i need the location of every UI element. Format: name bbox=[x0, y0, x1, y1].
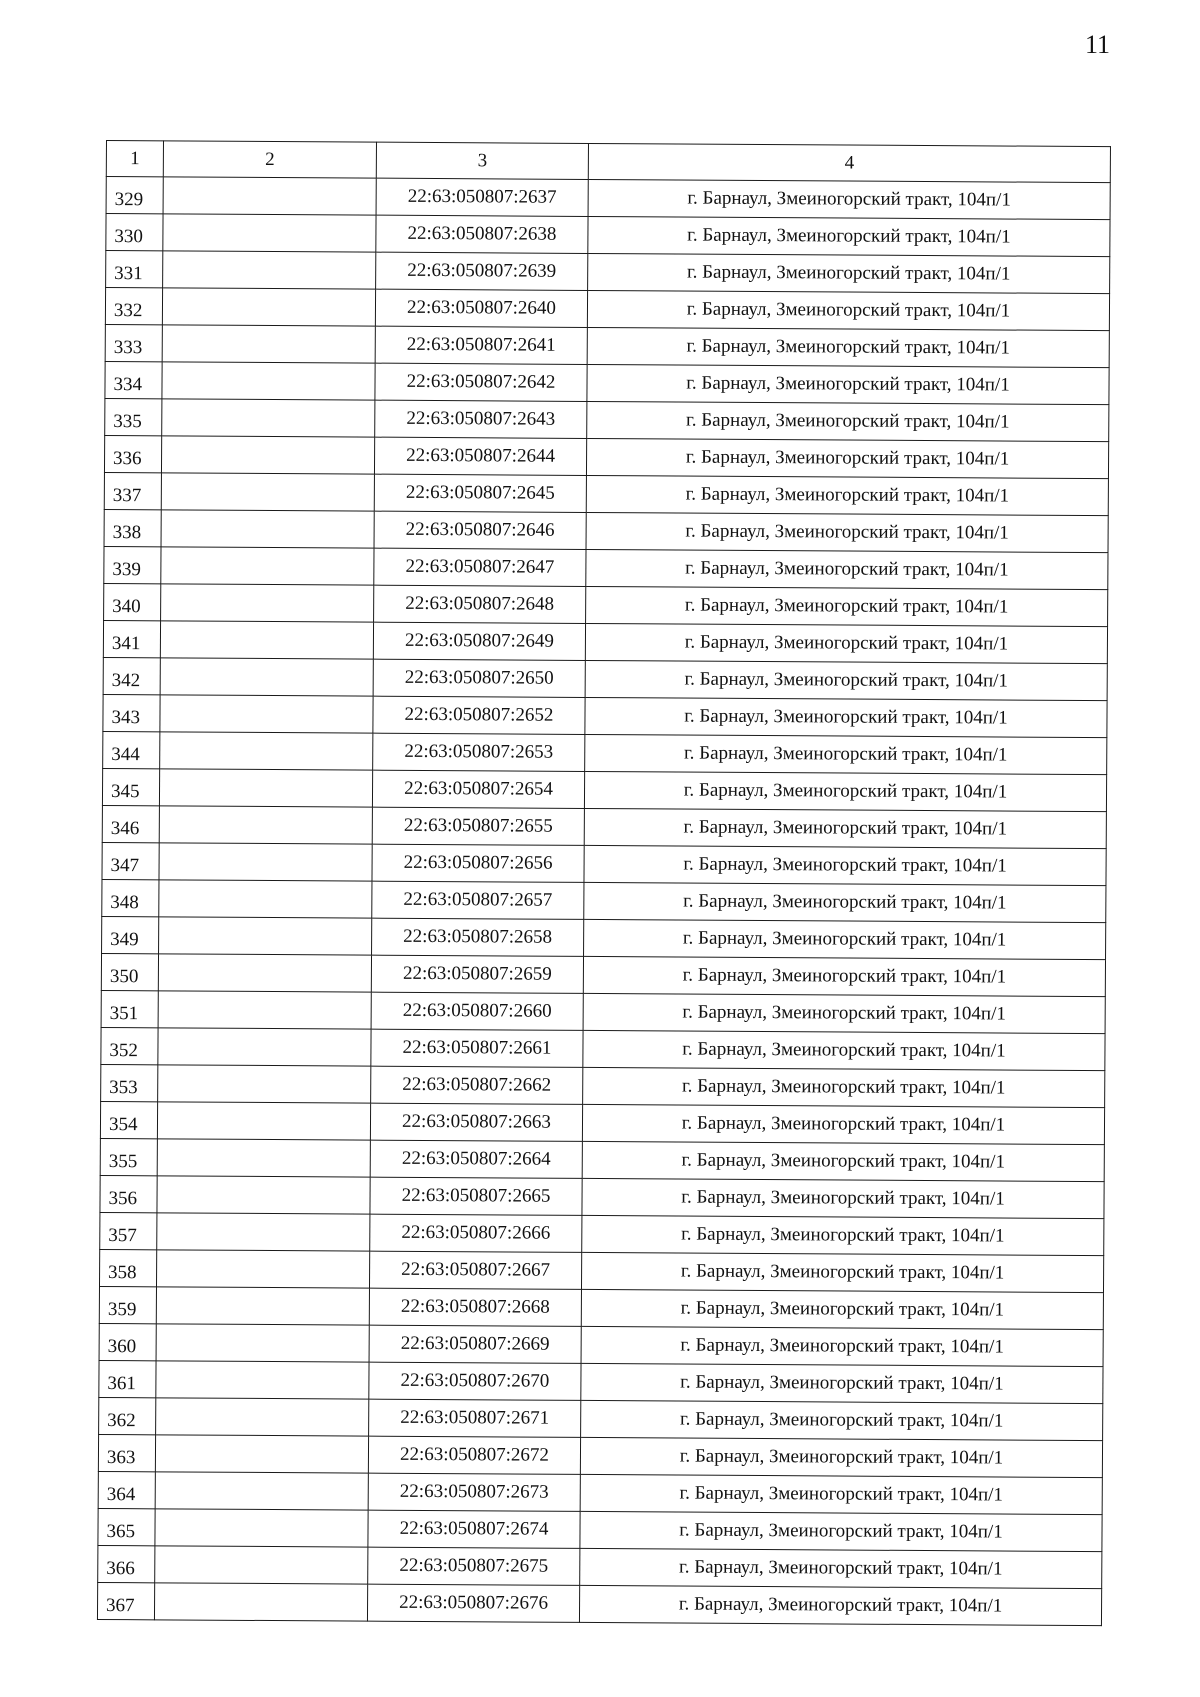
page-number: 11 bbox=[1084, 30, 1110, 59]
row-col2-cell bbox=[157, 1176, 370, 1214]
table-row bbox=[100, 1175, 1104, 1218]
row-number-cell: 364 bbox=[98, 1471, 155, 1508]
row-col2-cell bbox=[159, 917, 372, 955]
row-col2-cell bbox=[160, 732, 373, 770]
row-number-cell: 347 bbox=[102, 842, 159, 879]
row-col2-cell bbox=[155, 1509, 368, 1547]
table-header-row bbox=[106, 141, 1110, 183]
row-col2-cell bbox=[161, 547, 374, 585]
row-number-cell: 332 bbox=[105, 288, 162, 325]
row-number-cell: 344 bbox=[103, 731, 160, 768]
row-number-cell: 358 bbox=[99, 1249, 156, 1286]
row-number-cell: 346 bbox=[102, 805, 159, 842]
row-number-cell: 352 bbox=[101, 1027, 158, 1064]
table-row bbox=[98, 1434, 1102, 1477]
table-row bbox=[100, 1212, 1104, 1255]
cadastral-number-cell: 22:63:050807:2659 bbox=[371, 955, 583, 993]
table-row bbox=[106, 251, 1110, 294]
row-number-cell: 329 bbox=[106, 177, 163, 214]
row-col2-cell bbox=[159, 769, 372, 807]
address-cell: г. Барнаул, Змеиногорский тракт, 104п/1 bbox=[588, 179, 1110, 219]
header-col-2: 2 bbox=[163, 141, 376, 178]
cadastral-number-cell: 22:63:050807:2675 bbox=[368, 1547, 580, 1585]
table-row bbox=[99, 1249, 1103, 1292]
table-row bbox=[98, 1508, 1102, 1551]
address-cell: г. Барнаул, Змеиногорский тракт, 104п/1 bbox=[583, 993, 1105, 1033]
cadastral-number-cell: 22:63:050807:2661 bbox=[371, 1029, 583, 1067]
table-row bbox=[102, 805, 1106, 848]
address-cell: г. Барнаул, Змеиногорский тракт, 104п/1 bbox=[584, 882, 1106, 922]
table-row bbox=[105, 324, 1109, 367]
table-row bbox=[104, 546, 1108, 589]
row-number-cell: 342 bbox=[103, 657, 160, 694]
row-number-cell: 363 bbox=[98, 1434, 155, 1471]
row-col2-cell bbox=[160, 695, 373, 733]
address-cell: г. Барнаул, Змеиногорский тракт, 104п/1 bbox=[582, 1141, 1104, 1181]
row-number-cell: 362 bbox=[99, 1397, 156, 1434]
cadastral-number-cell: 22:63:050807:2642 bbox=[375, 363, 587, 401]
header-col-1: 1 bbox=[106, 141, 163, 177]
row-number-cell: 340 bbox=[104, 583, 161, 620]
cadastral-number-cell: 22:63:050807:2658 bbox=[372, 918, 584, 956]
table-row bbox=[102, 842, 1106, 885]
row-col2-cell bbox=[156, 1250, 369, 1288]
cadastral-number-cell: 22:63:050807:2668 bbox=[369, 1288, 581, 1326]
cadastral-number-cell: 22:63:050807:2641 bbox=[375, 326, 587, 364]
table-row bbox=[106, 214, 1110, 257]
row-col2-cell bbox=[163, 251, 376, 289]
row-number-cell: 355 bbox=[100, 1138, 157, 1175]
address-cell: г. Барнаул, Змеиногорский тракт, 104п/1 bbox=[584, 845, 1106, 885]
cadastral-number-cell: 22:63:050807:2646 bbox=[374, 511, 586, 549]
cadastral-number-cell: 22:63:050807:2656 bbox=[372, 844, 584, 882]
table-row bbox=[103, 731, 1107, 774]
row-col2-cell bbox=[162, 288, 375, 326]
address-cell: г. Барнаул, Змеиногорский тракт, 104п/1 bbox=[585, 623, 1107, 663]
cadastral-number-cell: 22:63:050807:2638 bbox=[376, 215, 588, 253]
cadastral-number-cell: 22:63:050807:2647 bbox=[374, 548, 586, 586]
address-cell: г. Барнаул, Змеиногорский тракт, 104п/1 bbox=[586, 438, 1108, 478]
address-cell: г. Барнаул, Змеиногорский тракт, 104п/1 bbox=[581, 1400, 1103, 1440]
cadastral-number-cell: 22:63:050807:2665 bbox=[370, 1177, 582, 1215]
table-row bbox=[102, 768, 1106, 811]
address-cell: г. Барнаул, Змеиногорский тракт, 104п/1 bbox=[585, 660, 1107, 700]
address-cell: г. Барнаул, Змеиногорский тракт, 104п/1 bbox=[581, 1326, 1103, 1366]
table-row bbox=[101, 1027, 1105, 1070]
table-row bbox=[104, 435, 1108, 478]
row-number-cell: 343 bbox=[103, 694, 160, 731]
cadastral-number-cell: 22:63:050807:2674 bbox=[368, 1510, 580, 1548]
row-col2-cell bbox=[161, 584, 374, 622]
row-col2-cell bbox=[156, 1398, 369, 1436]
table-row bbox=[98, 1471, 1102, 1514]
cadastral-number-cell: 22:63:050807:2673 bbox=[368, 1473, 580, 1511]
row-number-cell: 366 bbox=[98, 1545, 155, 1582]
row-col2-cell bbox=[162, 325, 375, 363]
row-col2-cell bbox=[160, 658, 373, 696]
row-number-cell: 337 bbox=[104, 472, 161, 509]
cadastral-number-cell: 22:63:050807:2663 bbox=[370, 1103, 582, 1141]
cadastral-number-cell: 22:63:050807:2644 bbox=[374, 437, 586, 475]
cadastral-number-cell: 22:63:050807:2672 bbox=[368, 1436, 580, 1474]
table-row bbox=[97, 1582, 1101, 1625]
cadastral-number-cell: 22:63:050807:2640 bbox=[375, 289, 587, 327]
row-col2-cell bbox=[155, 1435, 368, 1473]
row-col2-cell bbox=[154, 1583, 367, 1621]
address-cell: г. Барнаул, Змеиногорский тракт, 104п/1 bbox=[586, 586, 1108, 626]
row-col2-cell bbox=[161, 473, 374, 511]
row-col2-cell bbox=[156, 1324, 369, 1362]
cadastral-number-cell: 22:63:050807:2645 bbox=[374, 474, 586, 512]
cadastral-number-cell: 22:63:050807:2654 bbox=[372, 770, 584, 808]
row-col2-cell bbox=[163, 177, 376, 215]
row-col2-cell bbox=[157, 1102, 370, 1140]
row-col2-cell bbox=[158, 1028, 371, 1066]
row-number-cell: 331 bbox=[106, 251, 163, 288]
table-row bbox=[103, 620, 1107, 663]
row-col2-cell bbox=[158, 991, 371, 1029]
row-col2-cell bbox=[161, 510, 374, 548]
table-row bbox=[101, 990, 1105, 1033]
table-row bbox=[99, 1360, 1103, 1403]
row-number-cell: 330 bbox=[106, 214, 163, 251]
row-number-cell: 361 bbox=[99, 1360, 156, 1397]
cadastral-number-cell: 22:63:050807:2666 bbox=[370, 1214, 582, 1252]
row-number-cell: 349 bbox=[102, 916, 159, 953]
address-cell: г. Барнаул, Змеиногорский тракт, 104п/1 bbox=[584, 808, 1106, 848]
address-cell: г. Барнаул, Змеиногорский тракт, 104п/1 bbox=[587, 327, 1109, 367]
address-cell: г. Барнаул, Змеиногорский тракт, 104п/1 bbox=[581, 1252, 1103, 1292]
address-cell: г. Барнаул, Змеиногорский тракт, 104п/1 bbox=[583, 956, 1105, 996]
cadastral-number-cell: 22:63:050807:2667 bbox=[369, 1251, 581, 1289]
row-col2-cell bbox=[159, 843, 372, 881]
table-row bbox=[100, 1138, 1104, 1181]
address-cell: г. Барнаул, Змеиногорский тракт, 104п/1 bbox=[580, 1437, 1102, 1477]
row-number-cell: 348 bbox=[102, 879, 159, 916]
address-cell: г. Барнаул, Змеиногорский тракт, 104п/1 bbox=[582, 1178, 1104, 1218]
row-number-cell: 345 bbox=[102, 768, 159, 805]
table-row bbox=[101, 953, 1105, 996]
address-cell: г. Барнаул, Змеиногорский тракт, 104п/1 bbox=[583, 1030, 1105, 1070]
address-cell: г. Барнаул, Змеиногорский тракт, 104п/1 bbox=[584, 771, 1106, 811]
address-cell: г. Барнаул, Змеиногорский тракт, 104п/1 bbox=[587, 290, 1109, 330]
row-number-cell: 338 bbox=[104, 509, 161, 546]
row-number-cell: 336 bbox=[104, 435, 161, 472]
address-cell: г. Барнаул, Змеиногорский тракт, 104п/1 bbox=[586, 512, 1108, 552]
row-col2-cell bbox=[156, 1287, 369, 1325]
row-number-cell: 351 bbox=[101, 990, 158, 1027]
row-col2-cell bbox=[155, 1546, 368, 1584]
cadastral-number-cell: 22:63:050807:2657 bbox=[372, 881, 584, 919]
address-cell: г. Барнаул, Змеиногорский тракт, 104п/1 bbox=[584, 919, 1106, 959]
cadastral-number-cell: 22:63:050807:2655 bbox=[372, 807, 584, 845]
row-number-cell: 354 bbox=[100, 1101, 157, 1138]
address-cell: г. Барнаул, Змеиногорский тракт, 104п/1 bbox=[586, 475, 1108, 515]
cadastral-number-cell: 22:63:050807:2670 bbox=[369, 1362, 581, 1400]
row-number-cell: 350 bbox=[101, 953, 158, 990]
table-row bbox=[99, 1286, 1103, 1329]
row-col2-cell bbox=[160, 621, 373, 659]
table-row bbox=[103, 694, 1107, 737]
cadastral-number-cell: 22:63:050807:2653 bbox=[373, 733, 585, 771]
address-cell: г. Барнаул, Змеиногорский тракт, 104п/1 bbox=[588, 253, 1110, 293]
row-col2-cell bbox=[161, 436, 374, 474]
row-number-cell: 334 bbox=[105, 361, 162, 398]
table-row bbox=[101, 1064, 1105, 1107]
row-col2-cell bbox=[156, 1361, 369, 1399]
row-col2-cell bbox=[157, 1139, 370, 1177]
address-cell: г. Барнаул, Змеиногорский тракт, 104п/1 bbox=[579, 1585, 1101, 1625]
row-number-cell: 367 bbox=[97, 1582, 154, 1619]
table-row bbox=[102, 879, 1106, 922]
land-plots-table bbox=[97, 140, 1111, 1626]
row-col2-cell bbox=[157, 1213, 370, 1251]
address-cell: г. Барнаул, Змеиногорский тракт, 104п/1 bbox=[583, 1067, 1105, 1107]
address-cell: г. Барнаул, Змеиногорский тракт, 104п/1 bbox=[580, 1548, 1102, 1588]
cadastral-number-cell: 22:63:050807:2676 bbox=[367, 1584, 579, 1622]
row-col2-cell bbox=[155, 1472, 368, 1510]
address-cell: г. Барнаул, Змеиногорский тракт, 104п/1 bbox=[582, 1104, 1104, 1144]
address-cell: г. Барнаул, Змеиногорский тракт, 104п/1 bbox=[582, 1215, 1104, 1255]
table-row bbox=[100, 1101, 1104, 1144]
cadastral-number-cell: 22:63:050807:2652 bbox=[373, 696, 585, 734]
header-col-4: 4 bbox=[588, 143, 1110, 182]
cadastral-number-cell: 22:63:050807:2662 bbox=[371, 1066, 583, 1104]
address-cell: г. Барнаул, Змеиногорский тракт, 104п/1 bbox=[581, 1289, 1103, 1329]
table-row bbox=[99, 1323, 1103, 1366]
row-col2-cell bbox=[162, 362, 375, 400]
table-row bbox=[98, 1545, 1102, 1588]
row-col2-cell bbox=[163, 214, 376, 252]
table-row bbox=[103, 657, 1107, 700]
cadastral-number-cell: 22:63:050807:2664 bbox=[370, 1140, 582, 1178]
table-row bbox=[105, 361, 1109, 404]
address-cell: г. Барнаул, Змеиногорский тракт, 104п/1 bbox=[585, 697, 1107, 737]
table-row bbox=[104, 472, 1108, 515]
row-number-cell: 360 bbox=[99, 1323, 156, 1360]
row-col2-cell bbox=[159, 806, 372, 844]
table-row bbox=[102, 916, 1106, 959]
cadastral-number-cell: 22:63:050807:2643 bbox=[375, 400, 587, 438]
row-col2-cell bbox=[158, 1065, 371, 1103]
address-cell: г. Барнаул, Змеиногорский тракт, 104п/1 bbox=[586, 549, 1108, 589]
cadastral-number-cell: 22:63:050807:2649 bbox=[373, 622, 585, 660]
row-number-cell: 356 bbox=[100, 1175, 157, 1212]
table-row bbox=[104, 583, 1108, 626]
row-col2-cell bbox=[159, 880, 372, 918]
row-number-cell: 357 bbox=[100, 1212, 157, 1249]
address-cell: г. Барнаул, Змеиногорский тракт, 104п/1 bbox=[585, 734, 1107, 774]
cadastral-number-cell: 22:63:050807:2648 bbox=[374, 585, 586, 623]
row-number-cell: 359 bbox=[99, 1286, 156, 1323]
cadastral-number-cell: 22:63:050807:2660 bbox=[371, 992, 583, 1030]
table-row bbox=[104, 509, 1108, 552]
row-number-cell: 365 bbox=[98, 1508, 155, 1545]
row-number-cell: 353 bbox=[101, 1064, 158, 1101]
table-row bbox=[99, 1397, 1103, 1440]
row-number-cell: 335 bbox=[105, 398, 162, 435]
cadastral-number-cell: 22:63:050807:2639 bbox=[376, 252, 588, 290]
table-row bbox=[105, 288, 1109, 331]
table-row bbox=[106, 177, 1110, 220]
row-col2-cell bbox=[162, 399, 375, 437]
cadastral-number-cell: 22:63:050807:2637 bbox=[376, 178, 588, 216]
table-row bbox=[105, 398, 1109, 441]
header-col-3: 3 bbox=[376, 142, 588, 179]
cadastral-number-cell: 22:63:050807:2669 bbox=[369, 1325, 581, 1363]
address-cell: г. Барнаул, Змеиногорский тракт, 104п/1 bbox=[587, 401, 1109, 441]
row-number-cell: 339 bbox=[104, 546, 161, 583]
address-cell: г. Барнаул, Змеиногорский тракт, 104п/1 bbox=[588, 216, 1110, 256]
table-body bbox=[97, 177, 1110, 1626]
address-cell: г. Барнаул, Змеиногорский тракт, 104п/1 bbox=[580, 1511, 1102, 1551]
cadastral-number-cell: 22:63:050807:2650 bbox=[373, 659, 585, 697]
row-number-cell: 341 bbox=[103, 620, 160, 657]
address-cell: г. Барнаул, Змеиногорский тракт, 104п/1 bbox=[581, 1363, 1103, 1403]
cadastral-number-cell: 22:63:050807:2671 bbox=[369, 1399, 581, 1437]
row-col2-cell bbox=[158, 954, 371, 992]
address-cell: г. Барнаул, Змеиногорский тракт, 104п/1 bbox=[580, 1474, 1102, 1514]
address-cell: г. Барнаул, Змеиногорский тракт, 104п/1 bbox=[587, 364, 1109, 404]
row-number-cell: 333 bbox=[105, 324, 162, 361]
